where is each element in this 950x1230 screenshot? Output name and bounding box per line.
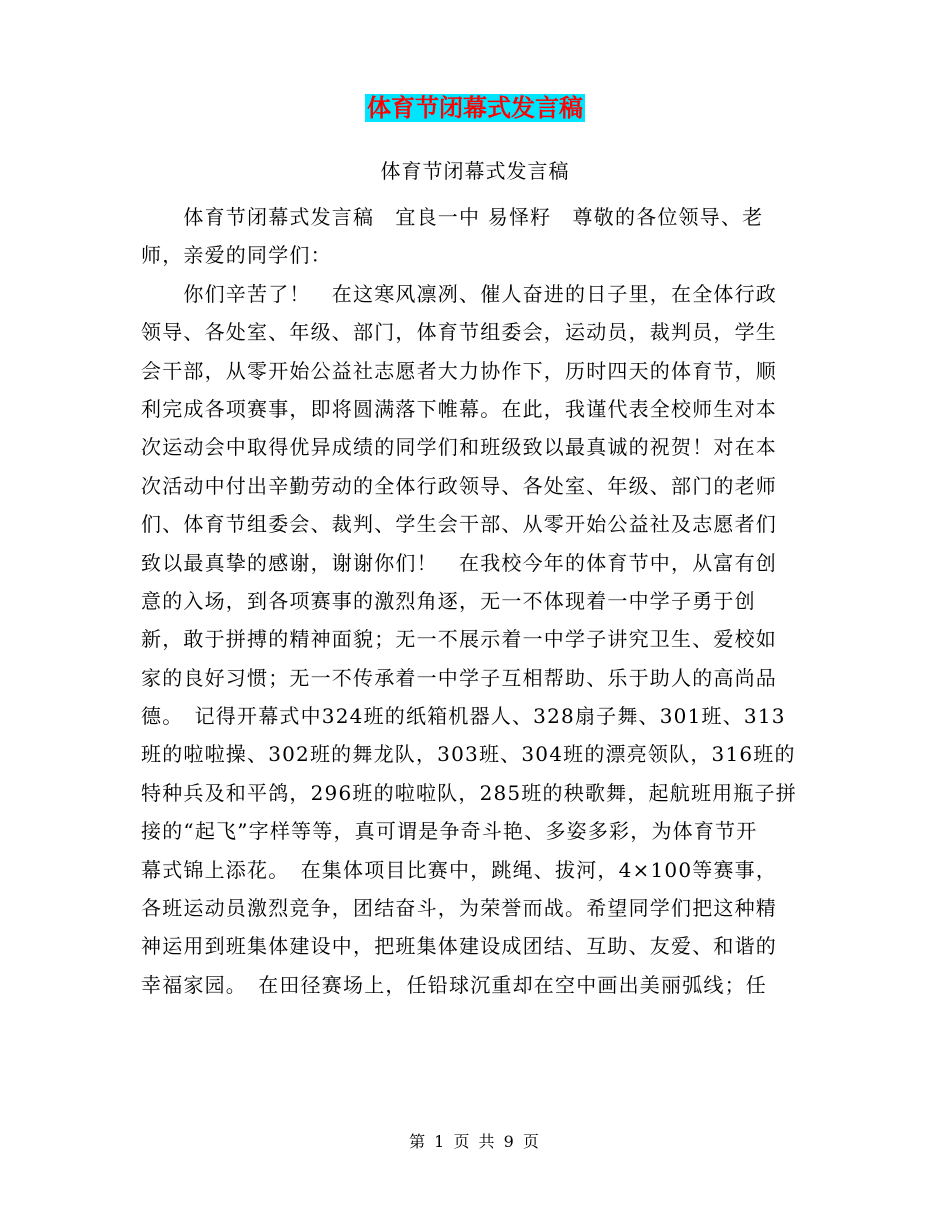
text-line: 神运用到班集体建设中，把班集体建设成团结、互助、友爱、和谐的 — [141, 934, 777, 959]
text-line: 幸福家园。 在田径赛场上，任铅球沉重却在空中画出美丽弧线；任 — [141, 972, 767, 997]
text-line: 你们辛苦了！ 在这寒风凛冽、催人奋进的日子里，在全体行政 — [141, 281, 777, 306]
text-line: 领导、各处室、年级、部门，体育节组委会，运动员，裁判员，学生 — [141, 320, 777, 345]
text-line: 意的入场，到各项赛事的激烈角逐，无一不体现着一中学子勇于创 — [141, 588, 756, 613]
text-line: 会干部，从零开始公益社志愿者大力协作下，历时四天的体育节，顺 — [141, 358, 777, 383]
text-line: 各班运动员激烈竞争，团结奋斗，为荣誉而战。希望同学们把这种精 — [141, 896, 777, 921]
text-line: 利完成各项赛事，即将圆满落下帷幕。在此，我谨代表全校师生对本 — [141, 396, 777, 421]
page-footer: 第 1 页 共 9 页 — [409, 1132, 541, 1151]
text-line: 次运动会中取得优异成绩的同学们和班级致以最真诚的祝贺！对在本 — [141, 435, 777, 460]
text-line: 致以最真挚的感谢，谢谢你们！ 在我校今年的体育节中，从富有创 — [141, 550, 777, 575]
document-subtitle: 体育节闭幕式发言稿 — [380, 159, 570, 183]
text-line: 德。 记得开幕式中324班的纸箱机器人、328扇子舞、301班、313 — [141, 704, 786, 729]
text-line: 家的良好习惯；无一不传承着一中学子互相帮助、乐于助人的高尚品 — [141, 665, 777, 690]
text-line: 特种兵及和平鸽，296班的啦啦队，285班的秧歌舞，起航班用瓶子拼 — [141, 780, 797, 805]
text-line: 体育节闭幕式发言稿 宜良一中 易怿籽 尊敬的各位领导、老 — [141, 205, 764, 229]
document-heading — [0, 88, 950, 128]
text-line: 班的啦啦操、302班的舞龙队，303班、304班的漂亮领队，316班的 — [141, 742, 796, 767]
heading-highlight: 体育节闭幕式发言稿 — [367, 94, 583, 122]
text-line: 们、体育节组委会、裁判、学生会干部、从零开始公益社及志愿者们 — [141, 512, 777, 537]
body-text — [141, 198, 813, 1004]
text-line: 师，亲爱的同学们： — [141, 243, 332, 268]
text-line: 新，敢于拼搏的精神面貌；无一不展示着一中学子讲究卫生、爱校如 — [141, 627, 777, 652]
text-line: 接的“起飞”字样等等，真可谓是争奇斗艳、多姿多彩，为体育节开 — [141, 819, 758, 844]
text-line: 次活动中付出辛勤劳动的全体行政领导、各处室、年级、部门的老师 — [141, 473, 777, 498]
text-line: 幕式锦上添花。 在集体项目比赛中，跳绳、拔河，4×100等赛事， — [141, 857, 778, 882]
